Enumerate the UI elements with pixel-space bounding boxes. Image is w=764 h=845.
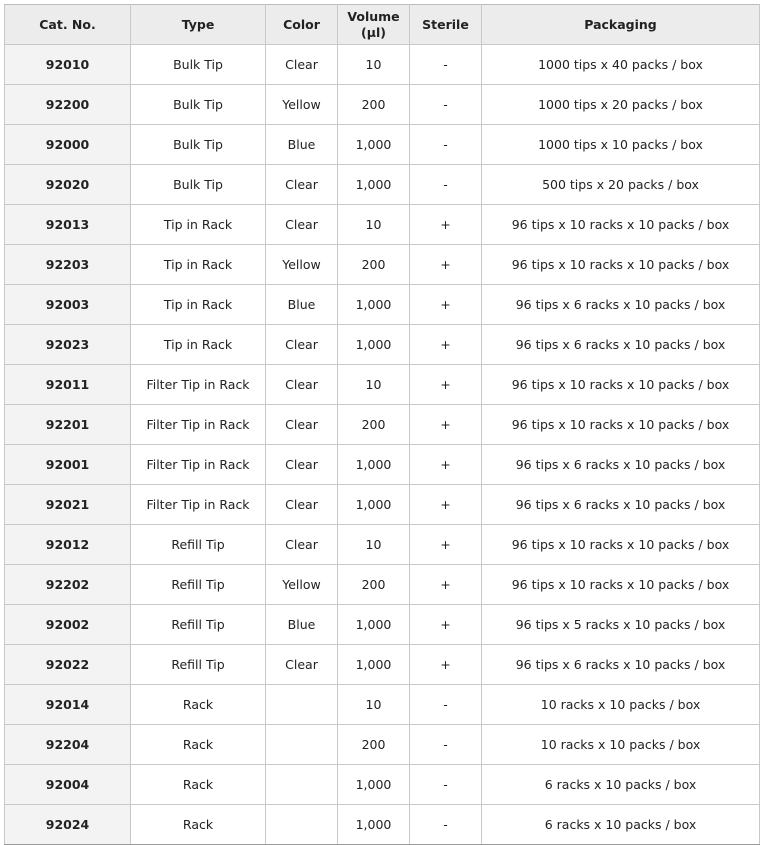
cell-type: Rack [131,805,266,845]
header-packaging: Packaging [482,5,760,45]
cell-packaging: 10 racks x 10 packs / box [482,685,760,725]
cell-cat-no: 92003 [5,285,131,325]
cell-packaging: 96 tips x 6 racks x 10 packs / box [482,325,760,365]
cell-color: Clear [266,365,338,405]
cell-color: Clear [266,645,338,685]
cell-sterile: - [410,125,482,165]
cell-color: Clear [266,525,338,565]
cell-type: Tip in Rack [131,325,266,365]
table-row [5,525,760,565]
cell-color: Blue [266,125,338,165]
cell-packaging: 96 tips x 6 racks x 10 packs / box [482,485,760,525]
cell-sterile: - [410,685,482,725]
header-type: Type [131,5,266,45]
table-body [5,45,760,845]
table-row [5,445,760,485]
cell-sterile: - [410,725,482,765]
cell-volume: 1,000 [338,165,410,205]
table-row [5,405,760,445]
cell-color: Yellow [266,245,338,285]
cell-packaging: 96 tips x 10 racks x 10 packs / box [482,405,760,445]
table-row [5,605,760,645]
cell-type: Tip in Rack [131,285,266,325]
cell-packaging: 6 racks x 10 packs / box [482,805,760,845]
cell-color: Clear [266,485,338,525]
cell-volume: 1,000 [338,645,410,685]
cell-cat-no: 92203 [5,245,131,285]
cell-packaging: 96 tips x 6 racks x 10 packs / box [482,645,760,685]
cell-type: Bulk Tip [131,85,266,125]
table-row [5,205,760,245]
cell-packaging: 96 tips x 10 racks x 10 packs / box [482,365,760,405]
table-row [5,165,760,205]
cell-cat-no: 92023 [5,325,131,365]
cell-sterile: - [410,165,482,205]
product-catalog-table [4,4,760,845]
table-row [5,45,760,85]
cell-packaging: 1000 tips x 40 packs / box [482,45,760,85]
cell-type: Refill Tip [131,605,266,645]
cell-cat-no: 92204 [5,725,131,765]
cell-volume: 1,000 [338,485,410,525]
table-row [5,125,760,165]
cell-volume: 200 [338,725,410,765]
cell-packaging: 500 tips x 20 packs / box [482,165,760,205]
cell-cat-no: 92012 [5,525,131,565]
cell-type: Filter Tip in Rack [131,405,266,445]
cell-packaging: 1000 tips x 20 packs / box [482,85,760,125]
cell-cat-no: 92013 [5,205,131,245]
cell-type: Tip in Rack [131,245,266,285]
cell-packaging: 96 tips x 5 racks x 10 packs / box [482,605,760,645]
cell-volume: 200 [338,85,410,125]
cell-volume: 1,000 [338,605,410,645]
cell-type: Bulk Tip [131,45,266,85]
table-row [5,85,760,125]
cell-volume: 10 [338,45,410,85]
cell-volume: 1,000 [338,125,410,165]
cell-color [266,725,338,765]
cell-type: Bulk Tip [131,165,266,205]
cell-color: Yellow [266,565,338,605]
cell-color [266,805,338,845]
cell-volume: 1,000 [338,445,410,485]
cell-cat-no: 92024 [5,805,131,845]
table-row [5,805,760,845]
cell-sterile: + [410,605,482,645]
cell-sterile: + [410,205,482,245]
cell-packaging: 96 tips x 10 racks x 10 packs / box [482,205,760,245]
cell-sterile: + [410,445,482,485]
table-row [5,645,760,685]
table-row [5,765,760,805]
cell-sterile: - [410,765,482,805]
cell-volume: 10 [338,365,410,405]
cell-cat-no: 92000 [5,125,131,165]
cell-cat-no: 92001 [5,445,131,485]
cell-cat-no: 92202 [5,565,131,605]
cell-sterile: + [410,565,482,605]
cell-packaging: 96 tips x 10 racks x 10 packs / box [482,245,760,285]
cell-packaging: 96 tips x 10 racks x 10 packs / box [482,565,760,605]
cell-sterile: + [410,525,482,565]
cell-color: Clear [266,405,338,445]
cell-sterile: + [410,485,482,525]
cell-packaging: 96 tips x 6 racks x 10 packs / box [482,285,760,325]
cell-packaging: 1000 tips x 10 packs / box [482,125,760,165]
cell-type: Refill Tip [131,565,266,605]
cell-cat-no: 92004 [5,765,131,805]
cell-cat-no: 92010 [5,45,131,85]
cell-type: Refill Tip [131,645,266,685]
cell-type: Rack [131,725,266,765]
cell-cat-no: 92002 [5,605,131,645]
cell-sterile: + [410,645,482,685]
cell-cat-no: 92200 [5,85,131,125]
cell-color: Blue [266,605,338,645]
header-row [5,5,760,45]
cell-sterile: + [410,285,482,325]
cell-sterile: + [410,325,482,365]
cell-packaging: 96 tips x 10 racks x 10 packs / box [482,525,760,565]
table-row [5,685,760,725]
cell-volume: 10 [338,205,410,245]
cell-sterile: + [410,245,482,285]
cell-sterile: + [410,405,482,445]
cell-cat-no: 92201 [5,405,131,445]
table-row [5,245,760,285]
cell-volume: 1,000 [338,285,410,325]
table-row [5,565,760,605]
cell-type: Rack [131,765,266,805]
cell-cat-no: 92014 [5,685,131,725]
cell-color: Clear [266,205,338,245]
cell-packaging: 96 tips x 6 racks x 10 packs / box [482,445,760,485]
cell-color: Clear [266,325,338,365]
cell-type: Tip in Rack [131,205,266,245]
table-row [5,365,760,405]
header-cat-no: Cat. No. [5,5,131,45]
cell-cat-no: 92022 [5,645,131,685]
cell-color [266,765,338,805]
cell-type: Filter Tip in Rack [131,365,266,405]
cell-type: Rack [131,685,266,725]
cell-packaging: 6 racks x 10 packs / box [482,765,760,805]
cell-volume: 1,000 [338,765,410,805]
cell-type: Filter Tip in Rack [131,485,266,525]
header-color: Color [266,5,338,45]
cell-cat-no: 92021 [5,485,131,525]
cell-color: Clear [266,45,338,85]
cell-color: Blue [266,285,338,325]
cell-type: Filter Tip in Rack [131,445,266,485]
header-sterile: Sterile [410,5,482,45]
table-row [5,725,760,765]
cell-volume: 200 [338,565,410,605]
cell-sterile: + [410,365,482,405]
cell-color: Yellow [266,85,338,125]
cell-color: Clear [266,445,338,485]
table-header [5,5,760,45]
cell-volume: 200 [338,245,410,285]
cell-sterile: - [410,45,482,85]
cell-volume: 10 [338,685,410,725]
table-row [5,485,760,525]
cell-cat-no: 92020 [5,165,131,205]
cell-color [266,685,338,725]
cell-sterile: - [410,85,482,125]
cell-volume: 1,000 [338,325,410,365]
cell-volume: 10 [338,525,410,565]
cell-cat-no: 92011 [5,365,131,405]
cell-volume: 200 [338,405,410,445]
cell-volume: 1,000 [338,805,410,845]
header-volume: Volume (µl) [338,5,410,45]
cell-type: Bulk Tip [131,125,266,165]
cell-color: Clear [266,165,338,205]
cell-packaging: 10 racks x 10 packs / box [482,725,760,765]
cell-sterile: - [410,805,482,845]
table-row [5,325,760,365]
cell-type: Refill Tip [131,525,266,565]
table-row [5,285,760,325]
